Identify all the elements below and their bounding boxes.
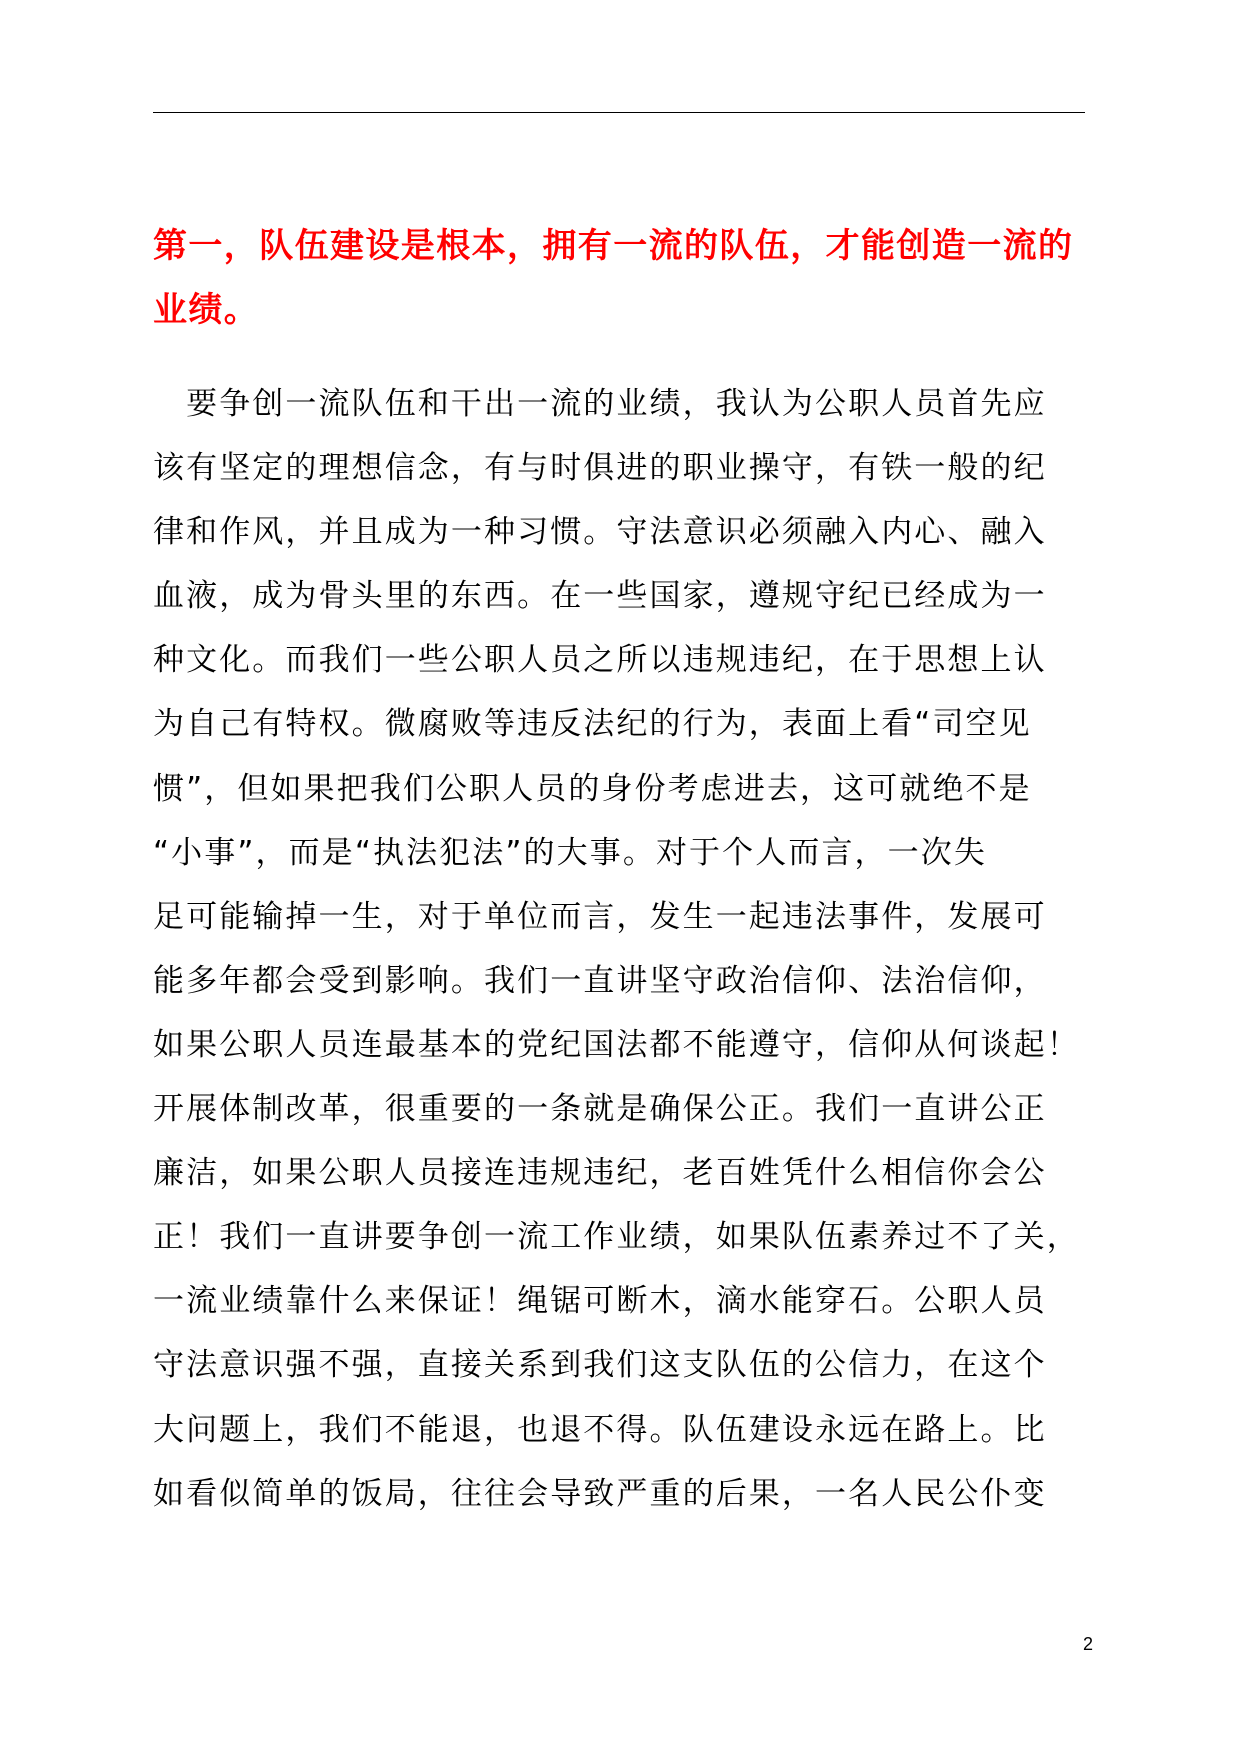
section-heading (153, 214, 1087, 342)
heading-line: 第一，队伍建设是根本，拥有一流的队伍，才能创造一流的 (153, 226, 1074, 266)
header-divider (153, 112, 1085, 113)
body-line: 正！我们一直讲要争创一流工作业绩，如果队伍素养过不了关， (153, 1219, 1080, 1256)
body-line: 守法意识强不强，直接关系到我们这支队伍的公信力，在这个 (153, 1347, 1047, 1384)
body-line: 为自己有特权。微腐败等违反法纪的行为，表面上看“司空见 (153, 706, 1032, 743)
body-line: 足可能输掉一生，对于单位而言，发生一起违法事件，发展可 (153, 898, 1047, 935)
page-number: 2 (1082, 1634, 1093, 1654)
body-line: 律和作风，并且成为一种习惯。守法意识必须融入内心、融入 (153, 514, 1047, 551)
body-line: 血液，成为骨头里的东西。在一些国家，遵规守纪已经成为一 (153, 578, 1047, 615)
body-line: 廉洁，如果公职人员接连违规违纪，老百姓凭什么相信你会公 (153, 1155, 1047, 1192)
body-line: 一流业绩靠什么来保证！绳锯可断木，滴水能穿石。公职人员 (153, 1283, 1047, 1320)
body-paragraph (153, 372, 1103, 1526)
body-line: 该有坚定的理想信念，有与时俱进的职业操守，有铁一般的纪 (153, 450, 1047, 487)
body-line: 如看似简单的饭局，往往会导致严重的后果，一名人民公仆变 (153, 1475, 1047, 1512)
body-line: 要争创一流队伍和干出一流的业绩，我认为公职人员首先应 (153, 386, 1047, 422)
body-line: 开展体制改革，很重要的一条就是确保公正。我们一直讲公正 (153, 1091, 1047, 1128)
heading-line: 业绩。 (153, 290, 260, 330)
body-line: 种文化。而我们一些公职人员之所以违规违纪，在于思想上认 (153, 642, 1047, 679)
body-line: “小事”，而是“执法犯法”的大事。对于个人而言，一次失 (153, 834, 987, 871)
body-line: 惯”，但如果把我们公职人员的身份考虑进去，这可就绝不是 (153, 770, 1032, 807)
body-line: 大问题上，我们不能退，也退不得。队伍建设永远在路上。比 (153, 1411, 1047, 1448)
body-line: 如果公职人员连最基本的党纪国法都不能遵守，信仰从何谈起！ (153, 1026, 1080, 1063)
body-line: 能多年都会受到影响。我们一直讲坚守政治信仰、法治信仰， (153, 962, 1047, 999)
